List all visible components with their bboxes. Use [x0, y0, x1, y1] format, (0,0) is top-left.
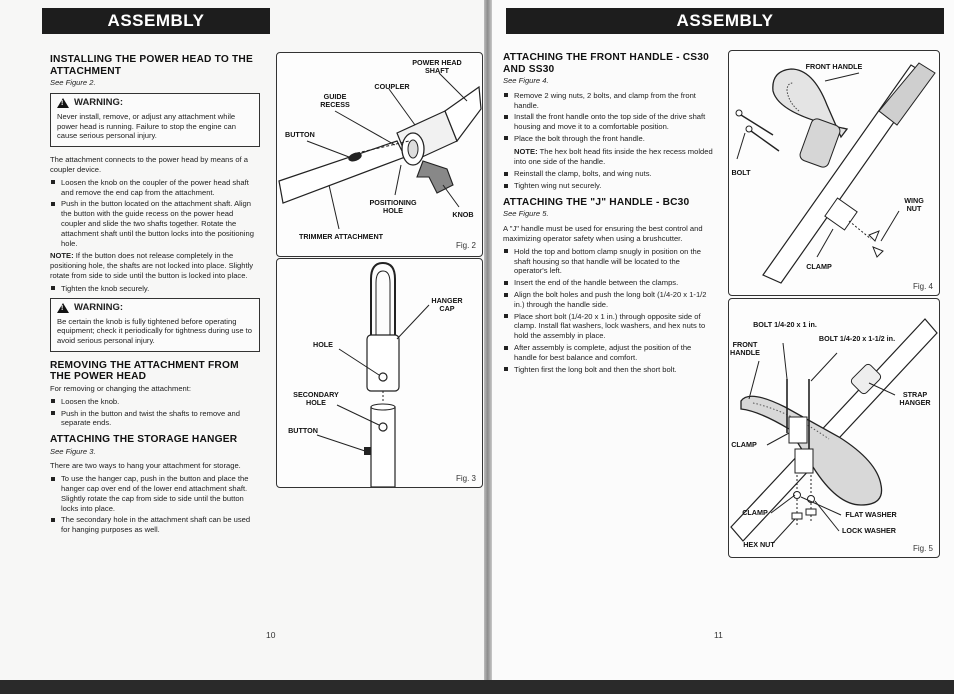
hex-nut-shape: [792, 513, 802, 519]
section-title-j-handle: ATTACHING THE "J" HANDLE - BC30: [503, 196, 690, 208]
knob-shape: [417, 161, 453, 193]
list-item: Insert the end of the handle between the clamps.: [503, 278, 715, 288]
list-item: Push in the button located on the attachment shaft. Align the button with the guide recess on the power head coupler and slide the two shafts together. Rotate the attachment shaft until the button locks into the positioning hole.: [50, 199, 260, 248]
label-flat-washer: FLAT WASHER: [845, 510, 897, 519]
label-button: BUTTON: [285, 130, 315, 139]
bolt-head-shape: [746, 126, 752, 132]
label-clamp: CLAMP: [806, 262, 832, 271]
label-hex-nut: HEX NUT: [743, 540, 775, 549]
label-hanger-cap: HANGER CAP: [431, 296, 463, 313]
figure-5: [728, 298, 940, 558]
front-handle-bullets: [503, 91, 715, 144]
install-bullets: [50, 178, 260, 249]
list-item: To use the hanger cap, push in the button and place the hanger cap over end of the lower end attachment shaft. Slightly rotate the cap from side to side until the button locks into place.: [50, 474, 260, 513]
hanger-loop-shape: [371, 263, 395, 337]
label-hole: HOLE: [313, 340, 333, 349]
page-number-left: 10: [266, 630, 276, 640]
j-handle-intro: A "J" handle must be used for ensuring the best control and maximizing operator safety when using a brushcutter.: [503, 224, 703, 244]
note-text: If the button does not release completely in the positioning hole, the shafts are not locked into place. Slightly rotate from side to side until the button is locked into place.: [50, 251, 254, 280]
leader-line: [767, 433, 789, 445]
right-text-column: [503, 46, 715, 377]
button-shape: [364, 447, 371, 455]
warning-text-1: Never install, remove, or adjust any attachment while power head is running. Failure to stop the engine can cause serious personal injury.: [57, 111, 236, 141]
figure-2: [276, 52, 483, 257]
list-item: Tighten the knob securely.: [50, 284, 260, 294]
figure-2-caption: Fig. 2: [455, 241, 476, 250]
list-item: After assembly is complete, adjust the position of the handle for best balance and comfort.: [503, 343, 715, 363]
label-button: BUTTON: [288, 426, 318, 435]
list-item: The secondary hole in the attachment shaft can be used for hanging purposes as well.: [50, 515, 260, 535]
right-banner: ASSEMBLY: [506, 8, 944, 34]
leader-line: [773, 519, 795, 543]
storage-intro: There are two ways to hang your attachment for storage.: [50, 461, 241, 471]
label-coupler: COUPLER: [374, 82, 410, 91]
page-gutter: [484, 0, 492, 694]
warning-triangle-icon: [57, 303, 69, 313]
hanger-loop-inner-shape: [376, 271, 390, 335]
label-secondary-hole: SECONDARY HOLE: [293, 390, 339, 407]
hex-nut-shape: [806, 509, 816, 515]
warning-box-2: [50, 298, 260, 352]
label-lock-washer: LOCK WASHER: [842, 526, 896, 535]
warning-label: WARNING:: [74, 301, 124, 313]
label-guide-recess: GUIDE RECESS: [320, 92, 350, 109]
right-page: [492, 0, 954, 680]
label-power-head-shaft: POWER HEAD SHAFT: [412, 58, 462, 75]
left-text-column: [50, 48, 260, 538]
leader-line: [783, 343, 787, 379]
section-title-front-handle: ATTACHING THE FRONT HANDLE - CS30 AND SS30: [503, 52, 710, 75]
warning-title-1: [57, 98, 253, 108]
fig-ref-4: See Figure 4.: [503, 76, 549, 85]
leader-line: [817, 229, 833, 257]
scan-bottom-edge: [0, 680, 954, 694]
attachment-shaft-shape: [371, 407, 395, 487]
warning-triangle-icon: [57, 98, 69, 108]
leader-line: [825, 73, 859, 81]
coupler-inner-shape: [408, 140, 418, 158]
warning-title-2: [57, 303, 253, 313]
leader-line: [389, 89, 415, 125]
figure-3: [276, 258, 483, 488]
label-front-handle: FRONT HANDLE: [730, 340, 760, 357]
list-item: Install the front handle onto the top side of the drive shaft housing and move it to a comfortable position.: [503, 112, 715, 132]
figure-4-drawing: [729, 51, 939, 295]
bolt-shape: [741, 115, 773, 135]
bolt-shape: [751, 131, 779, 151]
fig-ref-2: See Figure 2.: [50, 78, 96, 87]
fig-ref-5: See Figure 5.: [503, 209, 549, 219]
list-item: Tighten wing nut securely.: [503, 181, 715, 191]
leader-line: [815, 501, 839, 531]
left-page: [0, 0, 484, 680]
label-knob: KNOB: [452, 210, 474, 219]
leader-line: [811, 353, 837, 381]
storage-bullets: [50, 474, 260, 535]
leader-line: [335, 111, 395, 145]
label-clamp-bottom: CLAMP: [742, 508, 768, 517]
note-text: The hex bolt head fits inside the hex recess molded into one side of the handle.: [514, 146, 713, 166]
list-item: Hold the top and bottom clamp snugly in position on the shaft housing so that handle will be located to the operator's left.: [503, 247, 715, 276]
j-handle-bullets: [503, 247, 715, 375]
warning-box-1: [50, 93, 260, 147]
label-front-handle: FRONT HANDLE: [805, 62, 863, 71]
fig-ref-3: See Figure 3.: [50, 446, 96, 456]
leader-line: [329, 185, 339, 229]
attachment-shaft-shape: [279, 141, 405, 203]
warning-label: WARNING:: [74, 96, 124, 108]
label-bolt-short: BOLT 1/4-20 x 1 in.: [753, 320, 817, 329]
label-bolt: BOLT: [731, 168, 751, 177]
alignment-line: [849, 221, 871, 239]
leader-line: [881, 211, 899, 241]
list-item: Push in the button and twist the shafts to remove and separate ends.: [50, 409, 260, 429]
leader-line: [395, 165, 401, 195]
left-banner: ASSEMBLY: [42, 8, 270, 34]
figure-4-caption: Fig. 4: [912, 282, 933, 291]
label-bolt-long: BOLT 1/4-20 x 1-1/2 in.: [818, 334, 896, 343]
wing-nut-shape: [869, 231, 883, 257]
leader-line: [397, 305, 429, 339]
page-number-right: 11: [714, 630, 723, 640]
leader-line: [439, 73, 467, 101]
leader-line: [749, 361, 759, 399]
figure-3-caption: Fig. 3: [455, 474, 476, 483]
remove-bullets: [50, 397, 260, 428]
label-trimmer-attachment: TRIMMER ATTACHMENT: [298, 232, 384, 241]
secondary-hole-shape: [379, 423, 387, 431]
shaft-top-shape: [371, 404, 395, 410]
hanger-cap-body-shape: [367, 335, 399, 391]
section-title-storage-hanger: ATTACHING THE STORAGE HANGER: [50, 434, 238, 446]
hole-shape: [379, 373, 387, 381]
note-label: NOTE:: [50, 251, 74, 261]
leader-line: [737, 133, 745, 159]
figure-3-drawing: [277, 259, 482, 487]
remove-intro: For removing or changing the attachment:: [50, 383, 191, 393]
leader-line: [443, 185, 459, 207]
clamp-bottom-shape: [795, 449, 813, 473]
note-label: NOTE:: [514, 146, 538, 156]
list-item: Loosen the knob on the coupler of the power head shaft and remove the end cap from the attachment.: [50, 178, 260, 198]
figure-5-caption: Fig. 5: [912, 544, 933, 553]
install-bullets-2: [50, 284, 260, 294]
front-handle-bullets-2: [503, 169, 715, 191]
list-item: Remove 2 wing nuts, 2 bolts, and clamp from the front handle.: [503, 91, 715, 111]
list-item: Reinstall the clamp, bolts, and wing nuts.: [503, 169, 715, 179]
figure-4: [728, 50, 940, 296]
leader-line: [317, 435, 365, 451]
list-item: Place short bolt (1/4-20 x 1 in.) through opposite side of clamp. Install flat washers, lock washers, and hex nuts to hold the assembly in place.: [503, 312, 715, 341]
label-wing-nut: WING NUT: [904, 196, 924, 213]
label-strap-hanger: STRAP HANGER: [899, 390, 931, 407]
install-intro: The attachment connects to the power head by means of a coupler device.: [50, 155, 248, 174]
list-item: Loosen the knob.: [50, 397, 260, 407]
section-title-remove-attachment: REMOVING THE ATTACHMENT FROM THE POWER HEAD: [50, 359, 239, 383]
list-item: Tighten first the long bolt and then the short bolt.: [503, 365, 715, 375]
front-handle-note: [503, 147, 715, 167]
label-clamp-top: CLAMP: [731, 440, 757, 449]
list-item: Place the bolt through the front handle.: [503, 134, 715, 144]
bolt-head-shape: [736, 110, 742, 116]
section-title-install-power-head: INSTALLING THE POWER HEAD TO THE ATTACHMENT: [50, 54, 253, 77]
label-positioning-hole: POSITIONING HOLE: [369, 198, 417, 215]
clamp-top-shape: [789, 417, 807, 443]
list-item: Align the bolt holes and push the long bolt (1/4-20 x 1-1/2 in.) through the handle side.: [503, 290, 715, 310]
install-note: [50, 251, 260, 280]
handle-base-shape: [798, 117, 841, 169]
leader-line: [307, 141, 349, 157]
warning-text-2: Be certain the knob is fully tightened before operating equipment; check it periodically for tightness during use to avoid serious personal injury.: [57, 316, 253, 346]
